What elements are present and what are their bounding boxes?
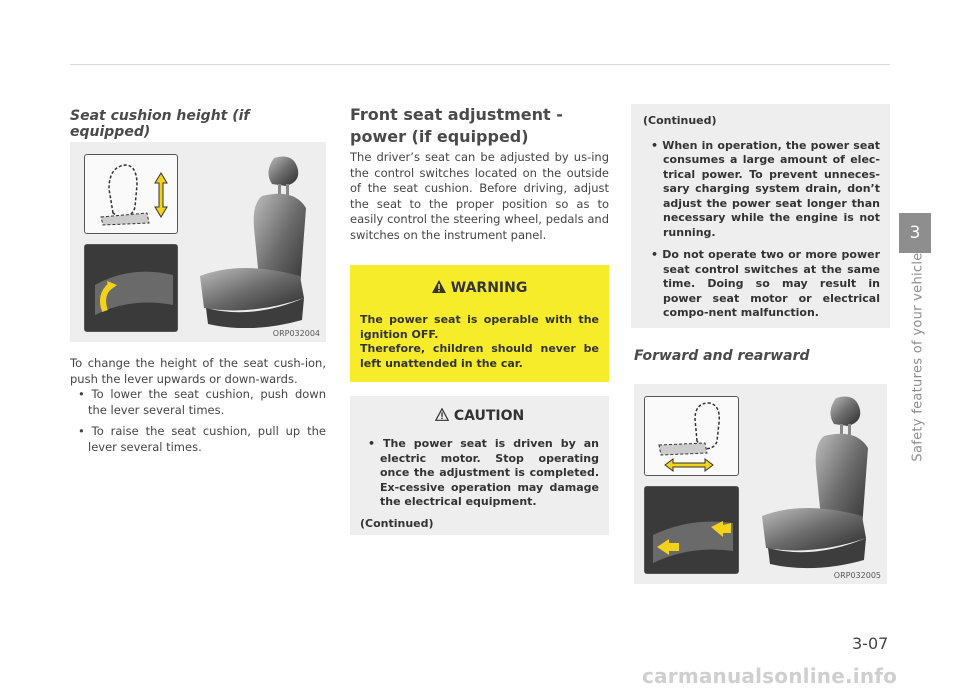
lever-photo-icon (85, 245, 177, 331)
fore-aft-switch-icon (645, 397, 738, 475)
fore-aft-switch-photo (644, 486, 739, 574)
seat-height-figure (70, 142, 326, 342)
chapter-title: Safety features of your vehicle (910, 252, 926, 462)
seat-height-inset-diagram (84, 154, 178, 234)
caution-continued: (Continued) (360, 516, 434, 530)
warning-box (350, 265, 609, 382)
warning-line-children: Therefore, children should never be left unattended in the car. (360, 342, 599, 370)
seat-height-intro: To change the height of the seat cush-ion, push the lever upwards or down-wards. (70, 356, 326, 386)
switch-photo-icon (645, 487, 738, 573)
bullet-lower-seat: • To lower the seat cushion, push down the lever several times. (78, 387, 326, 417)
caution-bullet-two-switches: • Do not operate two or more power seat control switches at the same time. Doing so may result in power seat motor or electrical compo-nent malfunction. (651, 248, 880, 319)
seat-illustration (182, 148, 322, 328)
warning-triangle-icon (432, 280, 446, 293)
caution-box (350, 396, 609, 535)
caution-continued-box (631, 104, 890, 328)
left-column (70, 108, 330, 140)
caution-triangle-icon (435, 408, 449, 421)
continued-label: (Continued) (643, 114, 717, 127)
figure-code-2: ORP032005 (833, 571, 881, 580)
middle-column (350, 104, 609, 243)
seat-illustration-2 (744, 390, 884, 570)
power-seat-body: The driver’s seat can be adjusted by us-ing the control switches located on the outside of the seat cushion. Before driving, adjust the seat to the proper position so as to easily control the steering wheel, pedals and switches on the instrument panel. (350, 150, 609, 242)
section-heading-seat-cushion-height: Seat cushion height (if equipped) (70, 108, 250, 140)
warning-title: WARNING (450, 280, 528, 296)
left-text (70, 356, 326, 461)
bullet-raise-seat: • To raise the seat cushion, pull up the lever several times. (78, 424, 326, 454)
forward-rearward-heading-wrap (634, 348, 894, 364)
section-heading-forward-rearward: Forward and rearward (634, 348, 810, 364)
watermark: carmanualsonline.info (642, 664, 898, 688)
seat-lever-inset-photo (84, 244, 178, 332)
chapter-tab[interactable]: 3 (899, 213, 931, 253)
fore-aft-inset-diagram (644, 396, 739, 476)
caution-title: CAUTION (453, 408, 525, 424)
section-heading-power-seat: Front seat adjustment - power (if equipped) (350, 105, 563, 146)
top-rule (70, 64, 890, 65)
page-number: 3-07 (852, 634, 889, 653)
forward-rearward-figure (634, 384, 887, 584)
figure-code: ORP032004 (272, 329, 320, 338)
seat-switch-icon (85, 155, 177, 233)
warning-line-ignition: The power seat is operable with the ignition OFF. (360, 313, 599, 341)
caution-bullet-power-drain: • When in operation, the power seat consumes a large amount of elec-trical power. To prevent unneces-sary charging system drain, don’t adjust the power seat longer than necessary while the engine is not running. (651, 138, 880, 239)
caution-bullet: • The power seat is driven by an electric motor. Stop operating once the adjustment is completed. Ex-cessive operation may damage the electrical equipment. (368, 437, 599, 508)
